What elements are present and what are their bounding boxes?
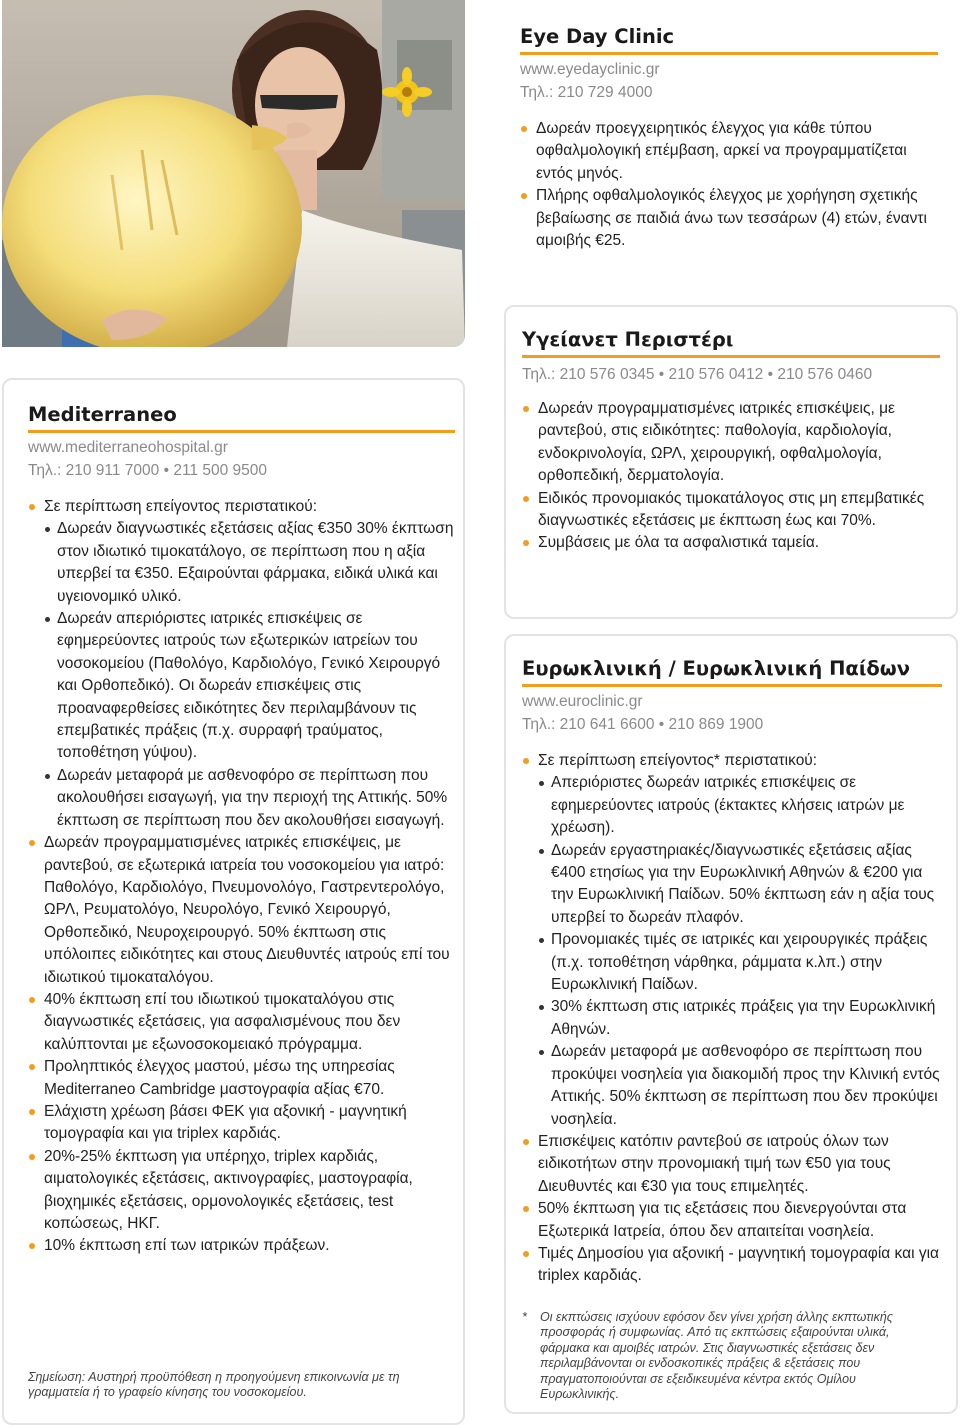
list-item: 10% έκπτωση επί των ιατρικών πράξεων. — [28, 1235, 455, 1257]
eye-day-clinic-title: Eye Day Clinic — [520, 24, 938, 55]
eye-day-clinic-url[interactable]: www.eyedayclinic.gr — [520, 61, 660, 78]
list-item: 40% έκπτωση επί του ιδιωτικού τιμοκαταλόγου στις διαγνωστικές εξετάσεις, για ασφαλισμένους που δεν καλύπτονται με εξωνοσοκομειακό πρόγραμμα. — [28, 989, 455, 1056]
list-item: Δωρεάν διαγνωστικές εξετάσεις αξίας €350 30% έκπτωση στον ιδιωτικό τιμοκατάλογο, σε περίπτωση που η αξία υπερβεί τα €350. Εξαιρούνται φάρμακα, ειδικά υλικά και υγειονομικό υλικό. — [44, 518, 455, 608]
list-item: Δωρεάν προεγχειρητικός έλεγχος για κάθε τύπου οφθαλμολογική επέμβαση, αρκεί να προγραμματίζεται εντός μηνός. — [520, 118, 938, 185]
list-item: Προνομιακές τιμές σε ιατρικές και χειρουργικές πράξεις (π.χ. τοποθέτηση νάρθηκα, ράμματα κ.λπ.) στην Ευρωκλινική Παίδων. — [538, 929, 942, 996]
list-item: Τιμές Δημοσίου για αξονική - μαγνητική τομογραφία και για triplex καρδιάς. — [522, 1243, 942, 1288]
list-item: Δωρεάν εργαστηριακές/διαγνωστικές εξετάσεις αξίας €400 ετησίως για την Ευρωκλινική Αθηνών & €200 για την Ευρωκλινική Παίδων. 50% έκπτωση εάν η αξία τους υπερβεί το δωρεάν πλαφόν. — [538, 840, 942, 930]
list-item: Συμβάσεις με όλα τα ασφαλιστικά ταμεία. — [522, 532, 940, 554]
ygeianet-card — [504, 305, 958, 619]
list-item: 20%-25% έκπτωση για υπέρηχο, triplex καρδιάς, αιματολογικές εξετάσεις, ακτινογραφίες, μαστογραφία, βιοχημικές εξετάσεις, ορμονολογικές εξετάσεις, test κοπώσεως, ΗΚΓ. — [28, 1146, 455, 1236]
eye-day-clinic-benefits — [520, 118, 938, 252]
mediterraneo-title: Mediterraneo — [28, 402, 455, 433]
list-item: Επισκέψεις κατόπιν ραντεβού σε ιατρούς όλων των ειδικοτήτων στην προνομιακή τιμή των €50 για τους Διευθυντές και €30 για τους επιμελητές. — [522, 1131, 942, 1198]
list-item — [522, 750, 942, 1131]
list-item: Δωρεάν μεταφορά με ασθενοφόρο σε περίπτωση που ακολουθήσει εισαγωγή, για την περιοχή της Αττικής. 50% έκπτωση σε περίπτωση που δεν ακολουθήσει εισαγωγή. — [44, 765, 455, 832]
ygeianet-phone: Τηλ.: 210 576 0345 • 210 576 0412 • 210 576 0460 — [522, 366, 873, 383]
footnote-text: Οι εκπτώσεις ισχύουν εφόσον δεν γίνει χρήση άλλης εκπτωτικής προσφοράς ή συμφωνίας. Από τις εκπτώσεις εξαιρούνται υλικά, φάρμακα και αμοιβές ιατρών. Στις διαγνωστικές εξετάσεις δεν περιλαμβάνονται οι ενδοσκοπικές πράξεις & εξετάσεις που πραγματοποιούνται σε εξειδικευμένα κέντρα εκτός Ομίλου Ευρωκλινικής. — [540, 1309, 893, 1402]
mediterraneo-card — [2, 378, 465, 1425]
list-item: Δωρεάν προγραμματισμένες ιατρικές επισκέψεις, με ραντεβού, σε εξωτερικά ιατρεία του νοσοκομείου για ιατρό: Παθολόγο, Καρδιολόγο, Πνευμονολόγο, Γαστρεντερολόγο, ΩΡΛ, Ρευματολόγο, Νευρολόγο, Γενικό Χειρουργό, Ορθοπεδικό, Νευροχειρουργό. 50% έκπτωση στις υπόλοιπες ειδικότητες και στους Διευθυντές ιατρούς επί του ιδιωτικού τιμοκαταλόγου. — [28, 832, 455, 989]
euroclinic-phone: Τηλ.: 210 641 6600 • 210 869 1900 — [522, 716, 764, 733]
list-item: 30% έκπτωση στις ιατρικές πράξεις για την Ευρωκλινική Αθηνών. — [538, 996, 942, 1041]
mediterraneo-emergency-list — [44, 518, 455, 832]
mediterraneo-phone: Τηλ.: 210 911 7000 • 211 500 9500 — [28, 462, 267, 479]
photo-illustration — [2, 0, 465, 347]
list-item — [28, 496, 455, 832]
list-item: Απεριόριστες δωρεάν ιατρικές επισκέψεις σε εφημερεύοντες ιατρούς (έκτακτες κλήσεις ιατρών με χρέωση). — [538, 772, 942, 839]
ygeianet-title: Υγείανετ Περιστέρι — [522, 327, 940, 358]
eye-day-clinic-phone: Τηλ.: 210 729 4000 — [520, 84, 653, 101]
euroclinic-emergency-list — [538, 772, 942, 1131]
list-item: Προληπτικός έλεγχος μαστού, μέσω της υπηρεσίας Mediterraneo Cambridge μαστογραφία αξίας €70. — [28, 1056, 455, 1101]
list-item: Ειδικός προνομιακός τιμοκατάλογος στις μη επεμβατικές διαγνωστικές εξετάσεις με έκπτωση έως και 70%. — [522, 488, 940, 533]
mediterraneo-note: Σημείωση: Αυστηρή προϋπόθεση η προηγούμενη επικοινωνία με τη γραμματεία ή το γραφείο κίνησης του νοσοκομείου. — [28, 1370, 400, 1399]
ygeianet-benefits — [522, 398, 940, 555]
euroclinic-card — [504, 634, 958, 1414]
mediterraneo-emergency-intro: Σε περίπτωση επείγοντος περιστατικού: — [44, 498, 318, 515]
list-item: Δωρεάν απεριόριστες ιατρικές επισκέψεις σε εφημερεύοντες ιατρούς των εξωτερικών ιατρείων του νοσοκομείου (Παθολόγο, Καρδιολόγο, Γενικό Χειρουργό και Ορθοπεδικό). Οι δωρεάν επισκέψεις στις προαναφερθείσες ειδικότητες δεν περιλαμβάνουν τις επεμβατικές πράξεις (π.χ. συρραφή τραύματος, τοποθέτηση γύψου). — [44, 608, 455, 765]
mediterraneo-benefits — [28, 496, 455, 1258]
euroclinic-url[interactable]: www.euroclinic.gr — [522, 693, 643, 710]
list-item: Δωρεάν προγραμματισμένες ιατρικές επισκέψεις, με ραντεβού, στις ειδικότητες: παθολογία, καρδιολογία, ενδοκρινολογία, ΩΡΛ, χειρουργική, οφθαλμολογία, ορθοπεδική, δερματολογία. — [522, 398, 940, 488]
balloon-photo — [2, 0, 465, 347]
list-item: Δωρεάν μεταφορά με ασθενοφόρο σε περίπτωση που προκύψει νοσηλεία για διακομιδή προς την Κλινική εντός Αττικής. 50% έκπτωση σε περίπτωση που δεν προκύψει νοσηλεία. — [538, 1041, 942, 1131]
eye-day-clinic-section — [520, 24, 938, 252]
euroclinic-title: Ευρωκλινική / Ευρωκλινική Παίδων — [522, 656, 942, 687]
list-item: 50% έκπτωση για τις εξετάσεις που διενεργούνται στα Εξωτερικά Ιατρεία, όπου δεν απαιτείται νοσηλεία. — [522, 1198, 942, 1243]
list-item: Ελάχιστη χρέωση βάσει ΦΕΚ για αξονική - μαγνητική τομογραφία και για triplex καρδιάς. — [28, 1101, 455, 1146]
mediterraneo-url[interactable]: www.mediterraneohospital.gr — [28, 439, 228, 456]
euroclinic-footnote — [522, 1310, 932, 1403]
euroclinic-emergency-intro: Σε περίπτωση επείγοντος* περιστατικού: — [538, 752, 818, 769]
euroclinic-benefits — [522, 750, 942, 1288]
footnote-mark: * — [522, 1309, 527, 1324]
list-item: Πλήρης οφθαλμολογικός έλεγχος με χορήγηση σχετικής βεβαίωσης σε παιδιά άνω των τεσσάρων (4) ετών, έναντι αμοιβής €25. — [520, 185, 938, 252]
